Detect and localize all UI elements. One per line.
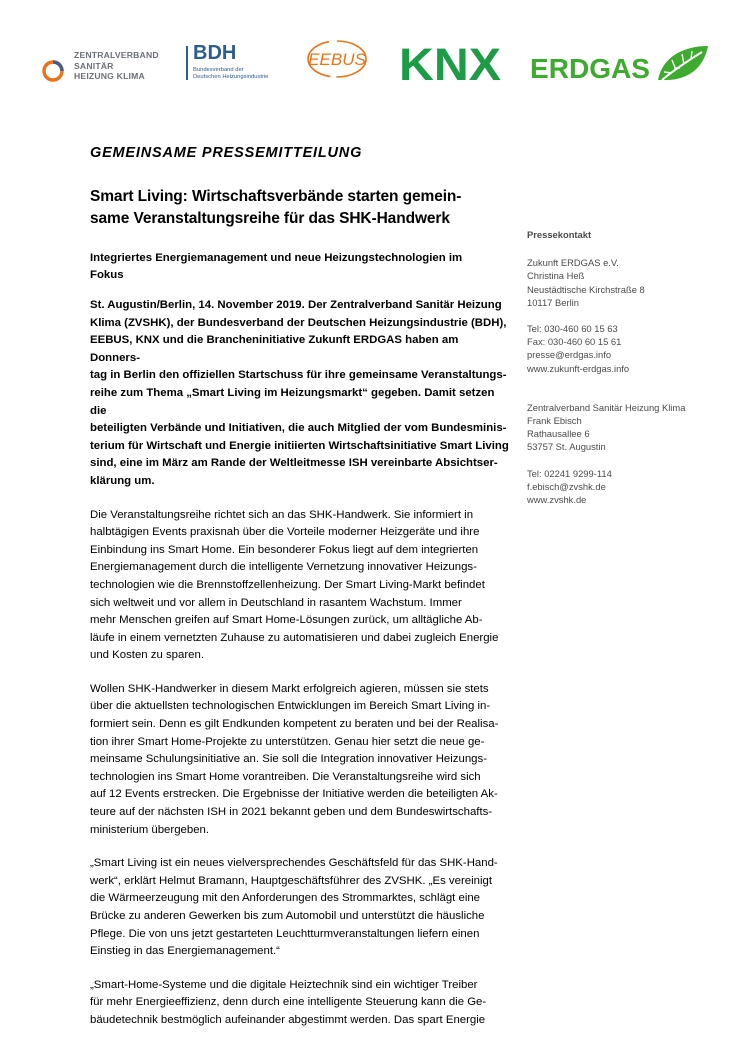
body-line: technologien wie die Brennstoffzellenheizung. Der Smart Living-Markt befindet [90, 578, 485, 591]
body-line: sich weltweit und vor allem in Deutschland in rasantem Wachstum. Immer [90, 596, 462, 609]
lead-line: St. Augustin/Berlin, 14. November 2019. Der Zentralverband Sanitär Heizung [90, 299, 502, 311]
contact-erdgas-address [527, 256, 727, 309]
contact-line: 53757 St. Augustin [527, 441, 606, 453]
zvshk-logo [40, 46, 170, 92]
body-line: über die aktuellsten technologischen Entwicklungen im Bereich Smart Living in- [90, 700, 491, 713]
body-line: mehr Menschen greifen auf Smart Home-Lösungen zurück, um alltägliche Ab- [90, 614, 483, 627]
body-line: läufe in einem vernetzten Zuhause zu automatisieren und dabei zugleich Energie [90, 631, 499, 644]
press-contact [527, 228, 727, 506]
contact-line: presse@erdgas.info [527, 349, 612, 361]
body-line: teure auf der nächsten ISH in 2021 bekannt geben und dem Bundeswirtschafts- [90, 806, 493, 819]
body-line: halbtägigen Events praxisnah über die Vorteile moderner Heizgeräte und ihre [90, 526, 480, 539]
body-line: tion ihrer Smart Home-Projekte zu unterstützen. Genau hier setzt die neue ge- [90, 735, 485, 748]
bdh-subline [193, 67, 268, 81]
erdgas-logo [526, 42, 712, 84]
main-column [90, 144, 510, 1030]
zvshk-line-2: SANITÄR [74, 60, 114, 71]
lead-line: EEBUS, KNX und die Brancheninitiative Zukunft ERDGAS haben am Donners- [90, 334, 459, 364]
contact-line: Frank Ebisch [527, 415, 582, 427]
contact-line: www.zvshk.de [527, 494, 587, 506]
headline [90, 186, 510, 230]
contact-line: 10117 Berlin [527, 296, 579, 308]
press-contact-label: Pressekontakt [527, 229, 592, 240]
knx-logo [398, 44, 502, 84]
erdgas-wordmark: ERDGAS [530, 53, 650, 84]
contact-line: Tel: 02241 9299-114 [527, 467, 612, 479]
lead-paragraph [90, 297, 510, 491]
kicker: GEMEINSAME PRESSEMITTEILUNG [90, 145, 363, 161]
knx-wordmark: KNX [399, 44, 501, 84]
bdh-sub-1: Bundesverband der [193, 67, 244, 73]
zvshk-line-3: HEIZUNG KLIMA [74, 71, 145, 81]
eebus-wordmark: EEBUS [308, 50, 366, 69]
body-line: Einstieg in das Energiemanagement.“ [90, 945, 280, 958]
lead-line: terium für Wirtschaft und Energie initiierten Wirtschaftsinitiative Smart Living [90, 439, 509, 452]
body-line: bäudetechnik bestmöglich aufeinander abgestimmt werden. Das spart Energie [90, 1013, 486, 1026]
body-line: Energiemanagement durch die intelligente Vernetzung innovativer Heizungs- [90, 561, 477, 574]
bdh-sub-2: Deutschen Heizungsindustrie [193, 74, 269, 80]
bdh-wordmark: BDH [193, 42, 237, 64]
body-line: ministerium übergeben. [90, 823, 210, 836]
lead-line: Klima (ZVSHK), der Bundesverband der Deutschen Heizungsindustrie (BDH), [90, 316, 507, 329]
contact-erdgas-comms [527, 322, 727, 375]
contact-line: f.ebisch@zvshk.de [527, 480, 606, 492]
body-line: „Smart-Home-Systeme und die digitale Heiztechnik sind ein wichtiger Treiber [90, 978, 478, 991]
body-line: Wollen SHK-Handwerker in diesem Markt erfolgreich agieren, müssen sie stets [90, 682, 489, 695]
contact-line: Fax: 030-460 60 15 61 [527, 336, 622, 348]
contact-line: Neustädtische Kirchstraße 8 [527, 283, 645, 295]
contact-line: Christina Heß [527, 270, 585, 282]
contact-zvshk-address [527, 401, 727, 454]
body-paragraph [90, 681, 510, 839]
body-line: und Kosten zu sparen. [90, 649, 204, 662]
headline-line: same Veranstaltungsreihe für das SHK-Handwerk [90, 210, 450, 227]
body-line: „Smart Living ist ein neues vielversprechendes Geschäftsfeld für das SHK-Hand- [90, 857, 498, 870]
contact-line: www.zukunft-erdgas.info [527, 362, 630, 374]
body-line: Einbindung ins Smart Home. Ein besonderer Fokus liegt auf dem integrierten [90, 543, 479, 556]
headline-line: Smart Living: Wirtschaftsverbände starten gemein- [90, 188, 462, 205]
body-paragraph [90, 855, 510, 961]
body-line: Die Veranstaltungsreihe richtet sich an das SHK-Handwerk. Sie informiert in [90, 508, 474, 521]
contact-line: Tel: 030-460 60 15 63 [527, 323, 618, 335]
subheadline [90, 250, 510, 284]
body-line: meinsame Schulungsinitiative an. Sie soll die Integration innovativer Heizungs- [90, 753, 487, 766]
subheadline-line: Fokus [90, 269, 124, 281]
lead-line: tag in Berlin den offiziellen Startschuss für ihre gemeinsame Veranstaltungs- [90, 369, 507, 382]
zvshk-ring-icon [42, 60, 64, 82]
contact-line: Zukunft ERDGAS e.V. [527, 257, 619, 269]
lead-line: beteiligten Verbände und Initiativen, die auch Mitglied der vom Bundesminis- [90, 422, 507, 435]
body-line: werk“, erklärt Helmut Bramann, Hauptgeschäftsführer des ZVSHK. „Es vereinigt [90, 874, 492, 887]
body-line: die Wärmeerzeugung mit den Anforderungen des Strommarktes, schlägt eine [90, 892, 481, 905]
zvshk-line-1: ZENTRALVERBAND [74, 50, 159, 60]
lead-line: klärung um. [90, 474, 155, 487]
contact-line: Zentralverband Sanitär Heizung Klima [527, 401, 686, 413]
contact-zvshk-comms [527, 467, 727, 507]
body-paragraph [90, 977, 510, 1030]
body-line: Brücke zu anderen Gewerken bis zum Automobil und unterstützt die häusliche [90, 910, 485, 922]
lead-line: sind, eine im März am Rande der Weltleitmesse ISH vereinbarte Absichtser- [90, 457, 498, 470]
body-line: auf 12 Events erstrecken. Die Ergebnisse der Initiative werden die beteiligten Ak- [90, 788, 498, 801]
contact-line: Rathausallee 6 [527, 428, 590, 440]
bdh-bar [186, 46, 188, 80]
zvshk-wordmark [74, 50, 159, 82]
subheadline-line: Integriertes Energiemanagement und neue Heizungstechnologien im [90, 252, 463, 264]
bdh-logo [186, 42, 290, 86]
body-paragraphs [90, 507, 510, 1030]
body-line: für mehr Energieeffizienz, denn durch eine intelligente Steuerung kann die Ge- [90, 996, 487, 1009]
body-paragraph [90, 507, 510, 665]
body-line: Pflege. Die von uns jetzt gestarteten Leuchtturmveranstaltungen liefern einen [90, 927, 480, 940]
body-line: technologien ins Smart Home vorantreiben. Die Veranstaltungsreihe wird sich [90, 770, 481, 783]
leaf-icon [658, 46, 708, 80]
body-line: formiert sein. Denn es gilt Endkunden kompetent zu beraten und bei der Realisa- [90, 718, 499, 731]
eebus-logo [305, 38, 369, 84]
lead-line: reihe zum Thema „Smart Living im Heizungsmarkt“ gegeben. Damit setzen die [90, 386, 495, 417]
